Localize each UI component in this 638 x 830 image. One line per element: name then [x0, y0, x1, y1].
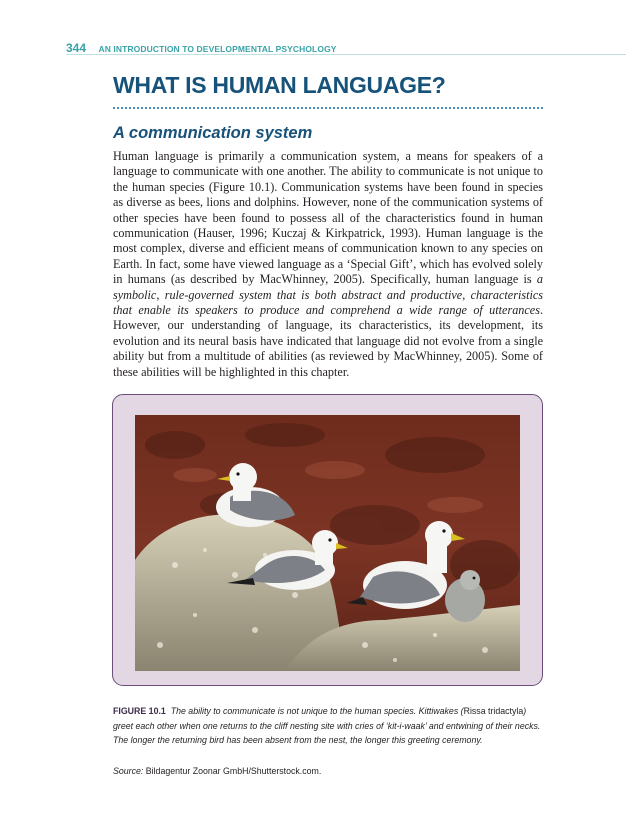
figure-source [113, 766, 543, 776]
book-title: AN INTRODUCTION TO DEVELOPMENTAL PSYCHOLOGY [98, 44, 337, 54]
header-rule [66, 54, 626, 55]
paragraph-text-2: . However, our understanding of language, its characteristics, its development, its evolution and its neural basis have indicated that language did not evolve from a single ability but from a multitude of abilities (as reviewed by MacWhinney, 2005). Some of these abilities will be highlighted in this chapter. [113, 303, 543, 379]
caption-text [113, 706, 540, 745]
section-title: WHAT IS HUMAN LANGUAGE? [113, 72, 446, 98]
figure-box [112, 394, 543, 686]
figure-label: FIGURE 10.1 [113, 706, 166, 716]
source-text: Bildagentur Zoonar GmbH/Shutterstock.com. [145, 766, 322, 776]
figure-caption [113, 704, 543, 748]
paragraph-text-1: Human language is primarily a communication system, a means for speakers of a language to communicate with one another. The ability to communicate is not unique to the human species (Figure 10.1). Communication systems have been found in species as diverse as bees, lions and dolphins. However, none of the communication systems of other species have been found to possess all of the characteristics found in human communication (Hauser, 1996; Kuczaj & Kirkpatrick, 1993). Human language is the most complex, diverse and efficient means of communication known to any species on Earth. In fact, some have viewed language as a ‘Special Gift’, which has evolved solely in humans (as described by MacWhinney, 2005). Specifically, human language is [113, 149, 543, 287]
caption-text-2: ) greet each other when one returns to the cliff nesting site with cries of ‘kit-i-waak’ and entwining of their necks. The longer the returning bird has been absent from the nest, the longer this greeting ceremony. [113, 706, 541, 746]
paragraph-emphasis: a symbolic, rule-governed system that is both abstract and productive, characteristics that enable its speakers to produce and comprehend a wide range of utterances [113, 272, 543, 318]
species-name: Rissa tridactyla [463, 706, 524, 716]
kittiwakes-photo [135, 415, 520, 671]
subsection-title: A communication system [113, 124, 313, 142]
caption-text-1: The ability to communicate is not unique to the human species. Kittiwakes ( [170, 706, 464, 716]
dotted-rule [113, 107, 543, 109]
page-number: 344 [66, 41, 87, 55]
body-paragraph [113, 149, 543, 380]
source-label: Source: [113, 766, 144, 776]
